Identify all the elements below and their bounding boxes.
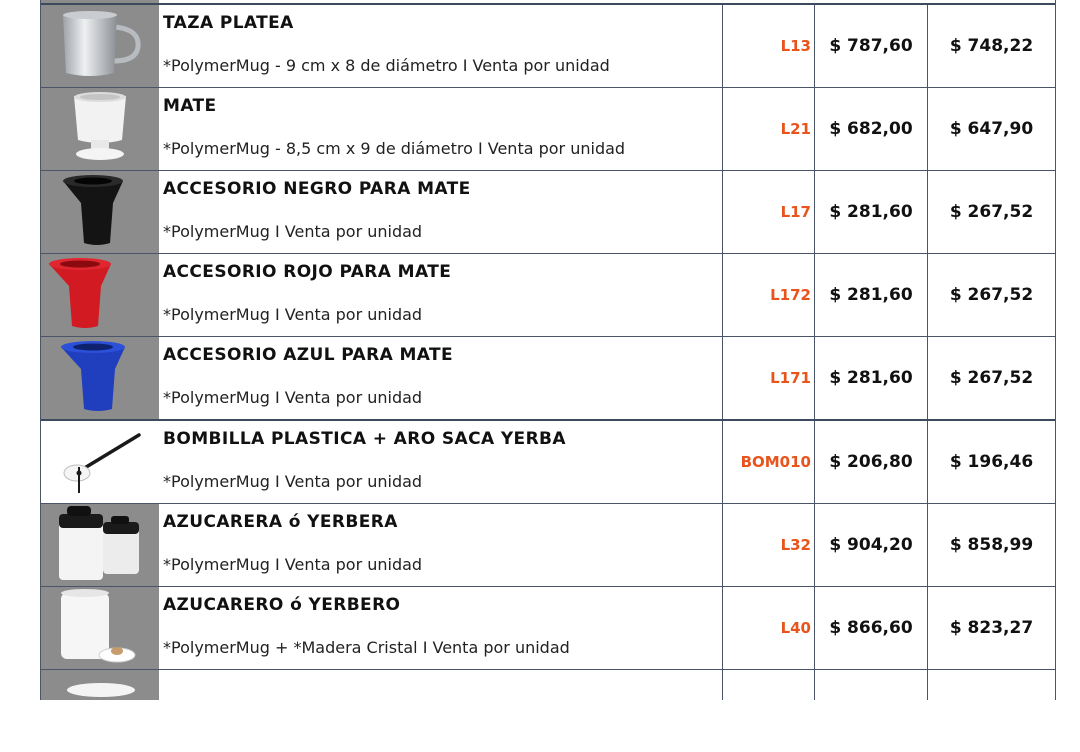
price-1: $ 904,20	[815, 504, 928, 586]
description-cell	[159, 5, 723, 87]
product-subtitle: *PolymerMug - 8,5 cm x 9 de diámetro I Venta por unidad	[163, 139, 626, 158]
table-row	[41, 88, 1055, 171]
description-cell	[159, 171, 723, 253]
table-row	[41, 504, 1055, 587]
product-subtitle: *PolymerMug I Venta por unidad	[163, 305, 423, 324]
product-subtitle: *PolymerMug - 9 cm x 8 de diámetro I Venta por unidad	[163, 56, 610, 75]
product-title: ACCESORIO ROJO PARA MATE	[163, 262, 452, 282]
product-title: AZUCARERO ó YERBERO	[163, 595, 401, 615]
canister-lid-icon	[41, 587, 159, 669]
product-subtitle: *PolymerMug I Venta por unidad	[163, 555, 423, 574]
product-code: BOM010	[723, 421, 815, 503]
product-image	[41, 337, 159, 419]
blue-mate-accessory-icon	[41, 337, 159, 419]
straw-icon	[41, 421, 159, 503]
product-title: AZUCARERA ó YERBERA	[163, 512, 398, 532]
product-title: ACCESORIO NEGRO PARA MATE	[163, 179, 471, 199]
product-image	[41, 421, 159, 503]
white-mate-icon	[41, 88, 159, 170]
product-subtitle: *PolymerMug + *Madera Cristal I Venta por unidad	[163, 638, 570, 657]
table-row	[41, 5, 1055, 88]
product-image	[41, 254, 159, 336]
product-code: L172	[723, 254, 815, 336]
product-title: TAZA PLATEA	[163, 13, 294, 33]
price-2: $ 267,52	[949, 368, 1034, 388]
product-subtitle: *PolymerMug I Venta por unidad	[163, 222, 423, 241]
product-code: L171	[723, 337, 815, 419]
description-cell	[159, 337, 723, 419]
table-row	[41, 421, 1055, 504]
product-image	[41, 587, 159, 669]
price-2: $ 647,90	[949, 119, 1034, 139]
price-2: $ 267,52	[949, 285, 1034, 305]
table-row	[41, 171, 1055, 254]
product-code: L21	[723, 88, 815, 170]
description-cell	[159, 421, 723, 503]
product-title: BOMBILLA PLASTICA + ARO SACA YERBA	[163, 429, 566, 449]
product-code: L40	[723, 587, 815, 669]
table-row	[41, 587, 1055, 670]
black-mate-accessory-icon	[41, 171, 159, 253]
product-code: L13	[723, 5, 815, 87]
product-title: MATE	[163, 96, 217, 116]
partial-product-icon	[41, 670, 159, 752]
product-code: L32	[723, 504, 815, 586]
price-2: $ 748,22	[949, 36, 1034, 56]
red-mate-accessory-icon	[41, 254, 159, 336]
description-cell	[159, 587, 723, 669]
product-image	[41, 88, 159, 170]
price-1: $ 281,60	[815, 254, 928, 336]
price-table	[40, 0, 1056, 700]
product-title: ACCESORIO AZUL PARA MATE	[163, 345, 454, 365]
price-1: $ 281,60	[815, 171, 928, 253]
price-2: $ 823,27	[949, 618, 1034, 638]
price-2: $ 858,99	[949, 535, 1034, 555]
table-row	[41, 254, 1055, 337]
price-1: $ 787,60	[815, 5, 928, 87]
product-image	[41, 504, 159, 586]
price-2: $ 267,52	[949, 202, 1034, 222]
product-image	[41, 5, 159, 87]
image-column-stub	[41, 0, 159, 3]
price-2: $ 196,46	[949, 452, 1034, 472]
product-subtitle: *PolymerMug I Venta por unidad	[163, 472, 423, 491]
description-cell	[159, 88, 723, 170]
price-1: $ 682,00	[815, 88, 928, 170]
description-cell	[159, 504, 723, 586]
description-cell	[159, 254, 723, 336]
product-image	[41, 171, 159, 253]
price-1: $ 206,80	[815, 421, 928, 503]
price-1: $ 866,60	[815, 587, 928, 669]
silver-mug-icon	[41, 5, 159, 87]
price-1: $ 281,60	[815, 337, 928, 419]
product-subtitle: *PolymerMug I Venta por unidad	[163, 388, 423, 407]
sugar-canister-icon	[41, 504, 159, 586]
table-row	[41, 337, 1055, 421]
product-code: L17	[723, 171, 815, 253]
